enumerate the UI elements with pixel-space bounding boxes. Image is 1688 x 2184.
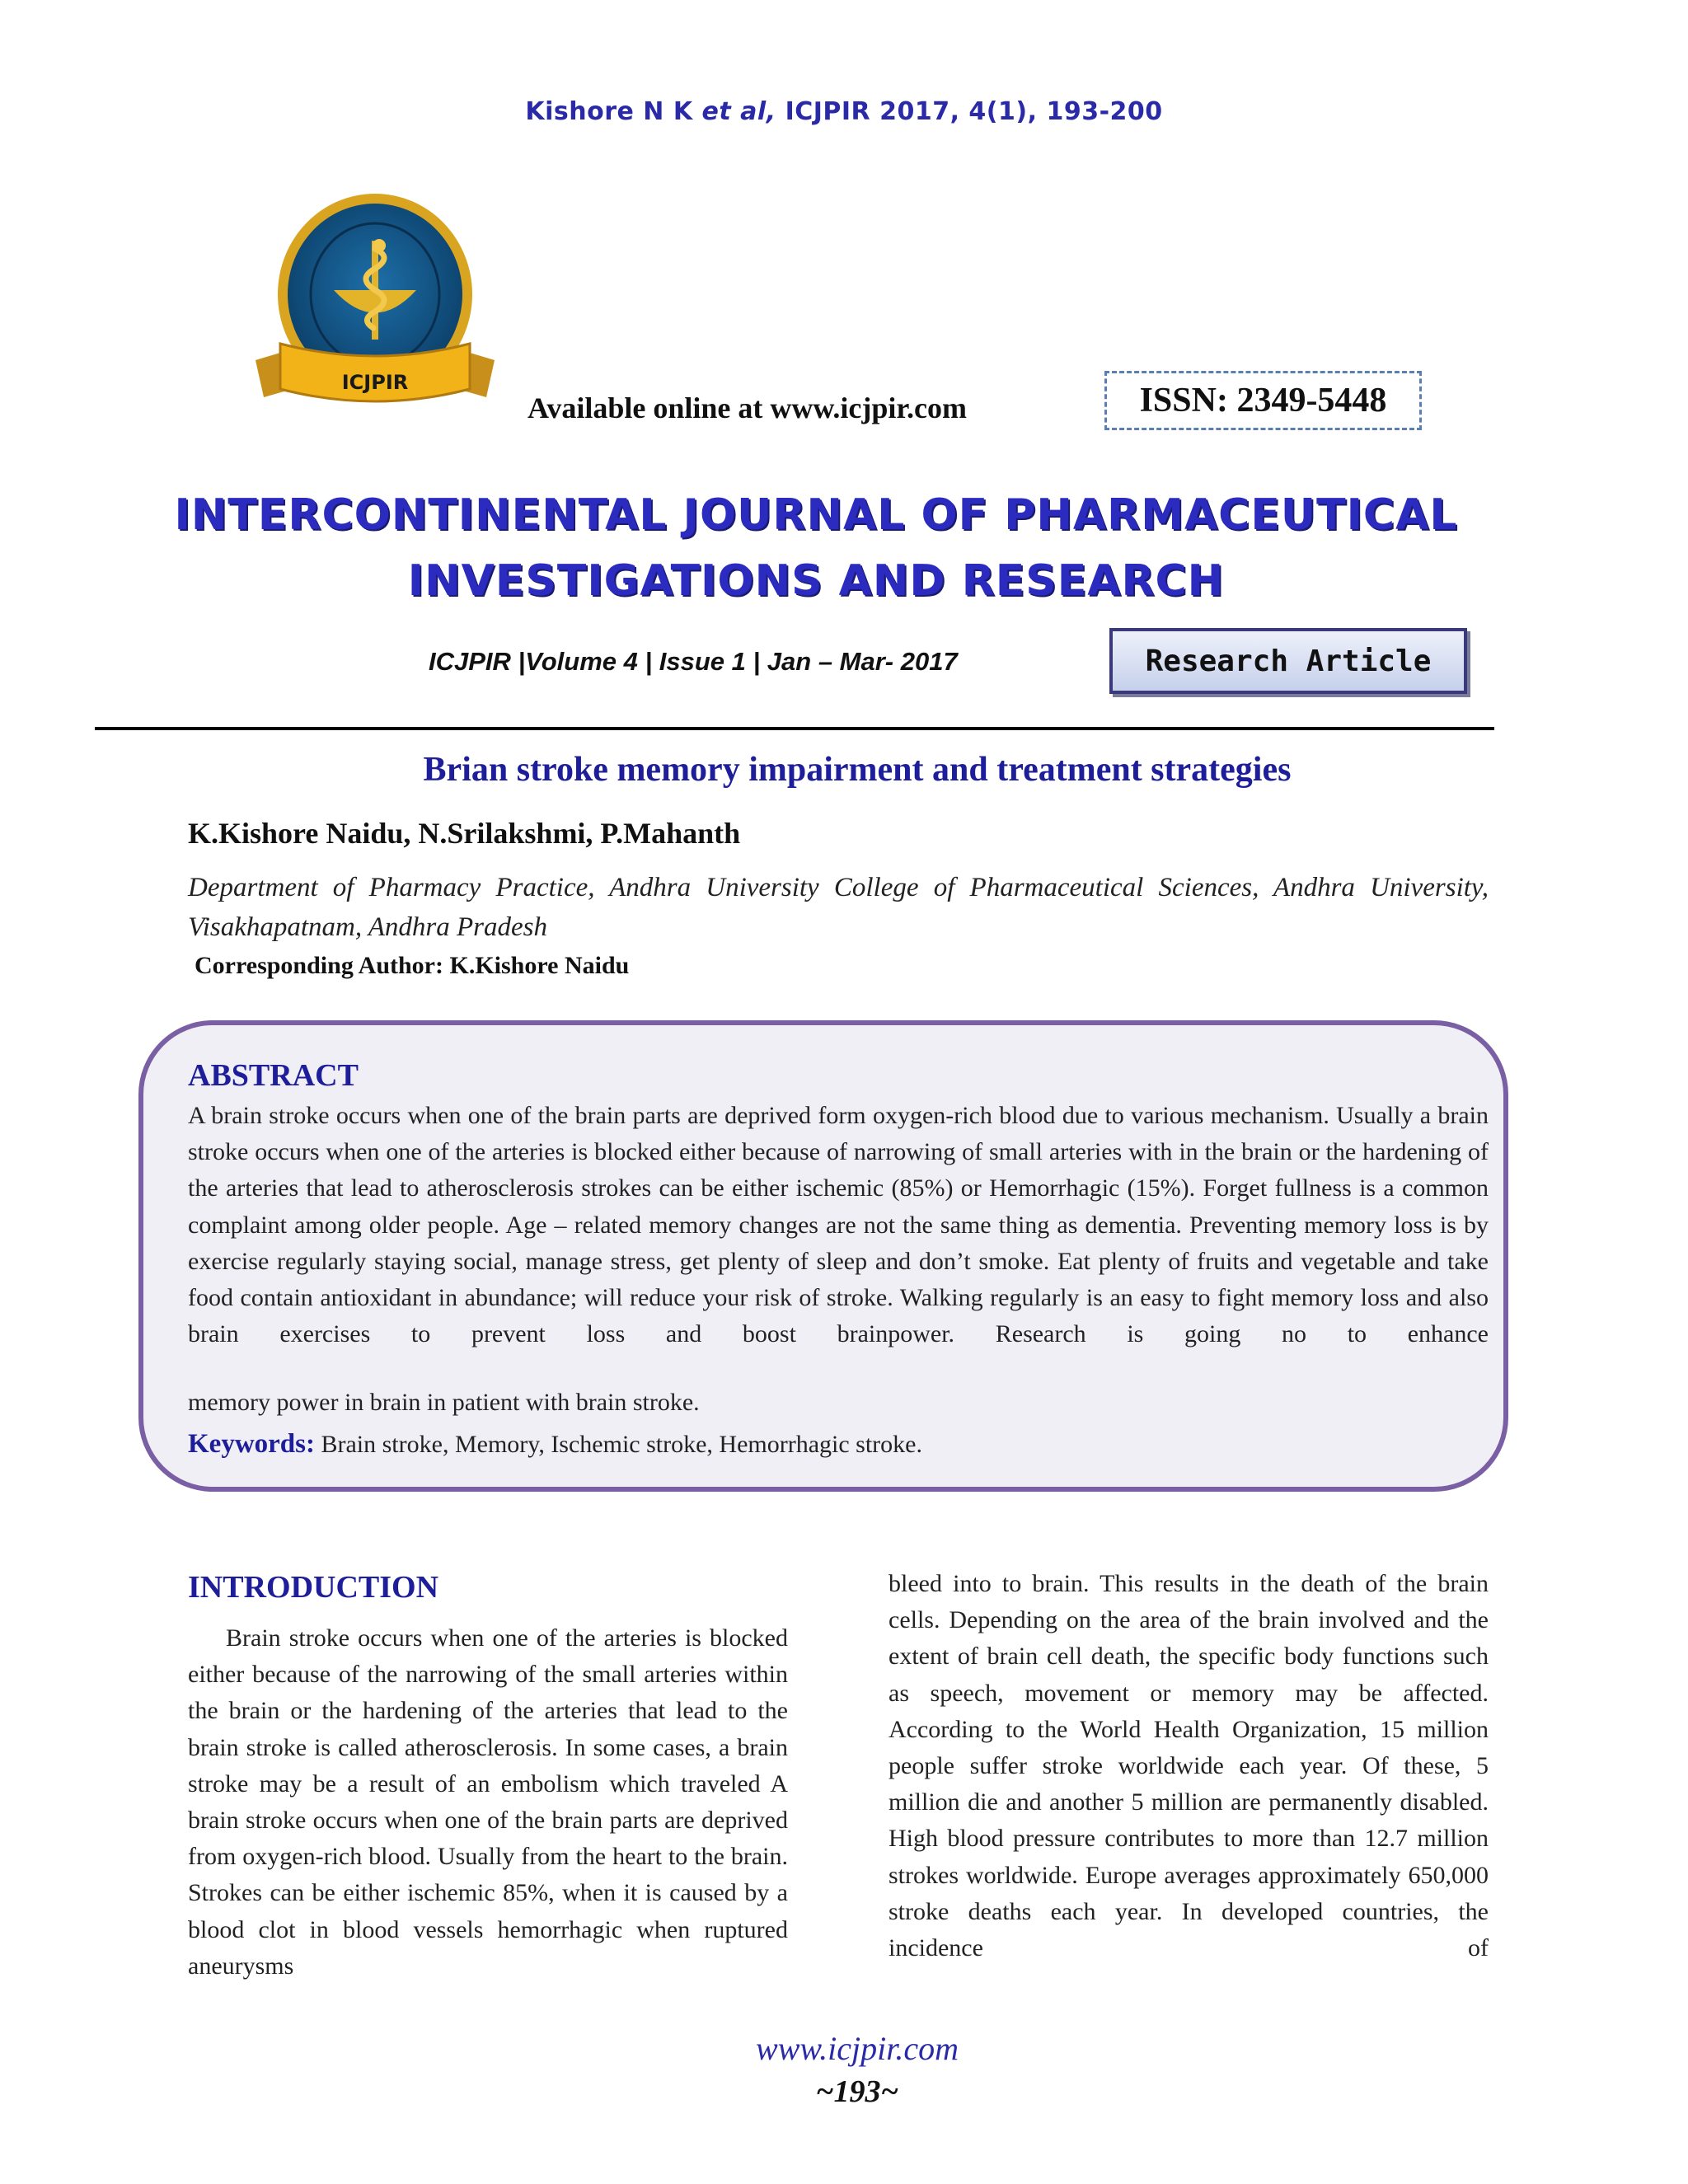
journal-title-line-2: INVESTIGATIONS AND RESEARCH	[407, 556, 1225, 606]
introduction-paragraph-1: Brain stroke occurs when one of the arteries is blocked either because of the narrowing of the small arteries within the brain or the hardening of the arteries that lead to the brain stroke is called atherosclerosis. In some cases, a brain stroke may be a result of an embolism which traveled A brain stroke occurs when one of the brain parts are deprived from oxygen-rich blood. Usually from the heart to the brain. Strokes can be either ischemic 85%, when it is caused by a blood clot in blood vessels hemorrhagic when ruptured aneurysms	[188, 1624, 788, 1980]
abstract-last-line: memory power in brain in patient with brain stroke.	[188, 1389, 700, 1416]
available-online: Available online at www.icjpir.com	[528, 391, 967, 424]
journal-title	[107, 482, 1525, 614]
keywords-label: Keywords:	[188, 1429, 315, 1459]
keywords	[188, 1429, 922, 1460]
authors: K.Kishore Naidu, N.Srilakshmi, P.Mahanth	[188, 817, 741, 850]
running-head	[0, 97, 1688, 126]
affiliation: Department of Pharmacy Practice, Andhra University College of Pharmaceutical Sciences, Andhra University, Visakhapatnam, Andhra Pradesh	[188, 873, 1489, 942]
page-number: ~193~	[815, 2074, 899, 2109]
journal-logo	[247, 191, 503, 422]
abstract-body: A brain stroke occurs when one of the brain parts are deprived form oxygen-rich blood due to various mechanism. Usually a brain stroke occurs when one of the arteries is blocked either because of narrowing of small arteries with in the brain or the hardening of the arteries that lead to atherosclerosis strokes can be either ischemic (85%) or Hemorrhagic (15%). Forget fullness is a common complaint among older people. Age – related memory changes are not the same thing as dementia. Preventing memory loss is by exercise regularly staying social, manage stress, get plenty of sleep and don’t smoke. Eat plenty of fruits and vegetable and take food contain antioxidant in abundance; will reduce your risk of stroke. Walking regularly is an easy to fight memory loss and also brain exercises to prevent loss and boost brainpower. Research is going no to enhance	[188, 1102, 1489, 1348]
running-head-citation: ICJPIR 2017, 4(1), 193-200	[785, 97, 1163, 126]
logo-text: ICJPIR	[341, 371, 409, 394]
article-title: Brian stroke memory impairment and treatment strategies	[423, 751, 1292, 789]
issn-box: ISSN: 2349-5448	[1104, 371, 1422, 430]
journal-title-line-1: INTERCONTINENTAL JOURNAL OF PHARMACEUTICAL	[174, 490, 1458, 540]
introduction-right-column	[889, 1566, 1489, 1966]
corresponding-author: Corresponding Author: K.Kishore Naidu	[195, 952, 630, 979]
introduction-heading: INTRODUCTION	[188, 1570, 439, 1605]
keywords-list: Brain stroke, Memory, Ischemic stroke, Hemorrhagic stroke.	[321, 1431, 922, 1458]
issue-line: ICJPIR |Volume 4 | Issue 1 | Jan – Mar- 2017	[429, 647, 958, 676]
article-type-badge: Research Article	[1109, 628, 1467, 694]
introduction-paragraph-2: bleed into to brain. This results in the death of the brain cells. Depending on the area of the brain involved and the extent of brain cell death, the specific body functions such as speech, movement or memory may be affected. According to the World Health Organization, 15 million people suffer stroke worldwide each year. Of these, 5 million die and another 5 million are permanently disabled. High blood pressure contributes to more than 12.7 million strokes worldwide. Europe averages approximately 650,000 stroke deaths each year. In developed countries, the incidence of	[889, 1570, 1489, 1962]
running-head-etal: et al,	[701, 97, 776, 126]
running-head-author: Kishore N K	[525, 97, 693, 126]
introduction-left-column	[188, 1620, 788, 1985]
footer-url[interactable]: www.icjpir.com	[756, 2030, 959, 2067]
abstract-heading: ABSTRACT	[188, 1058, 359, 1093]
header-rule	[95, 727, 1494, 730]
